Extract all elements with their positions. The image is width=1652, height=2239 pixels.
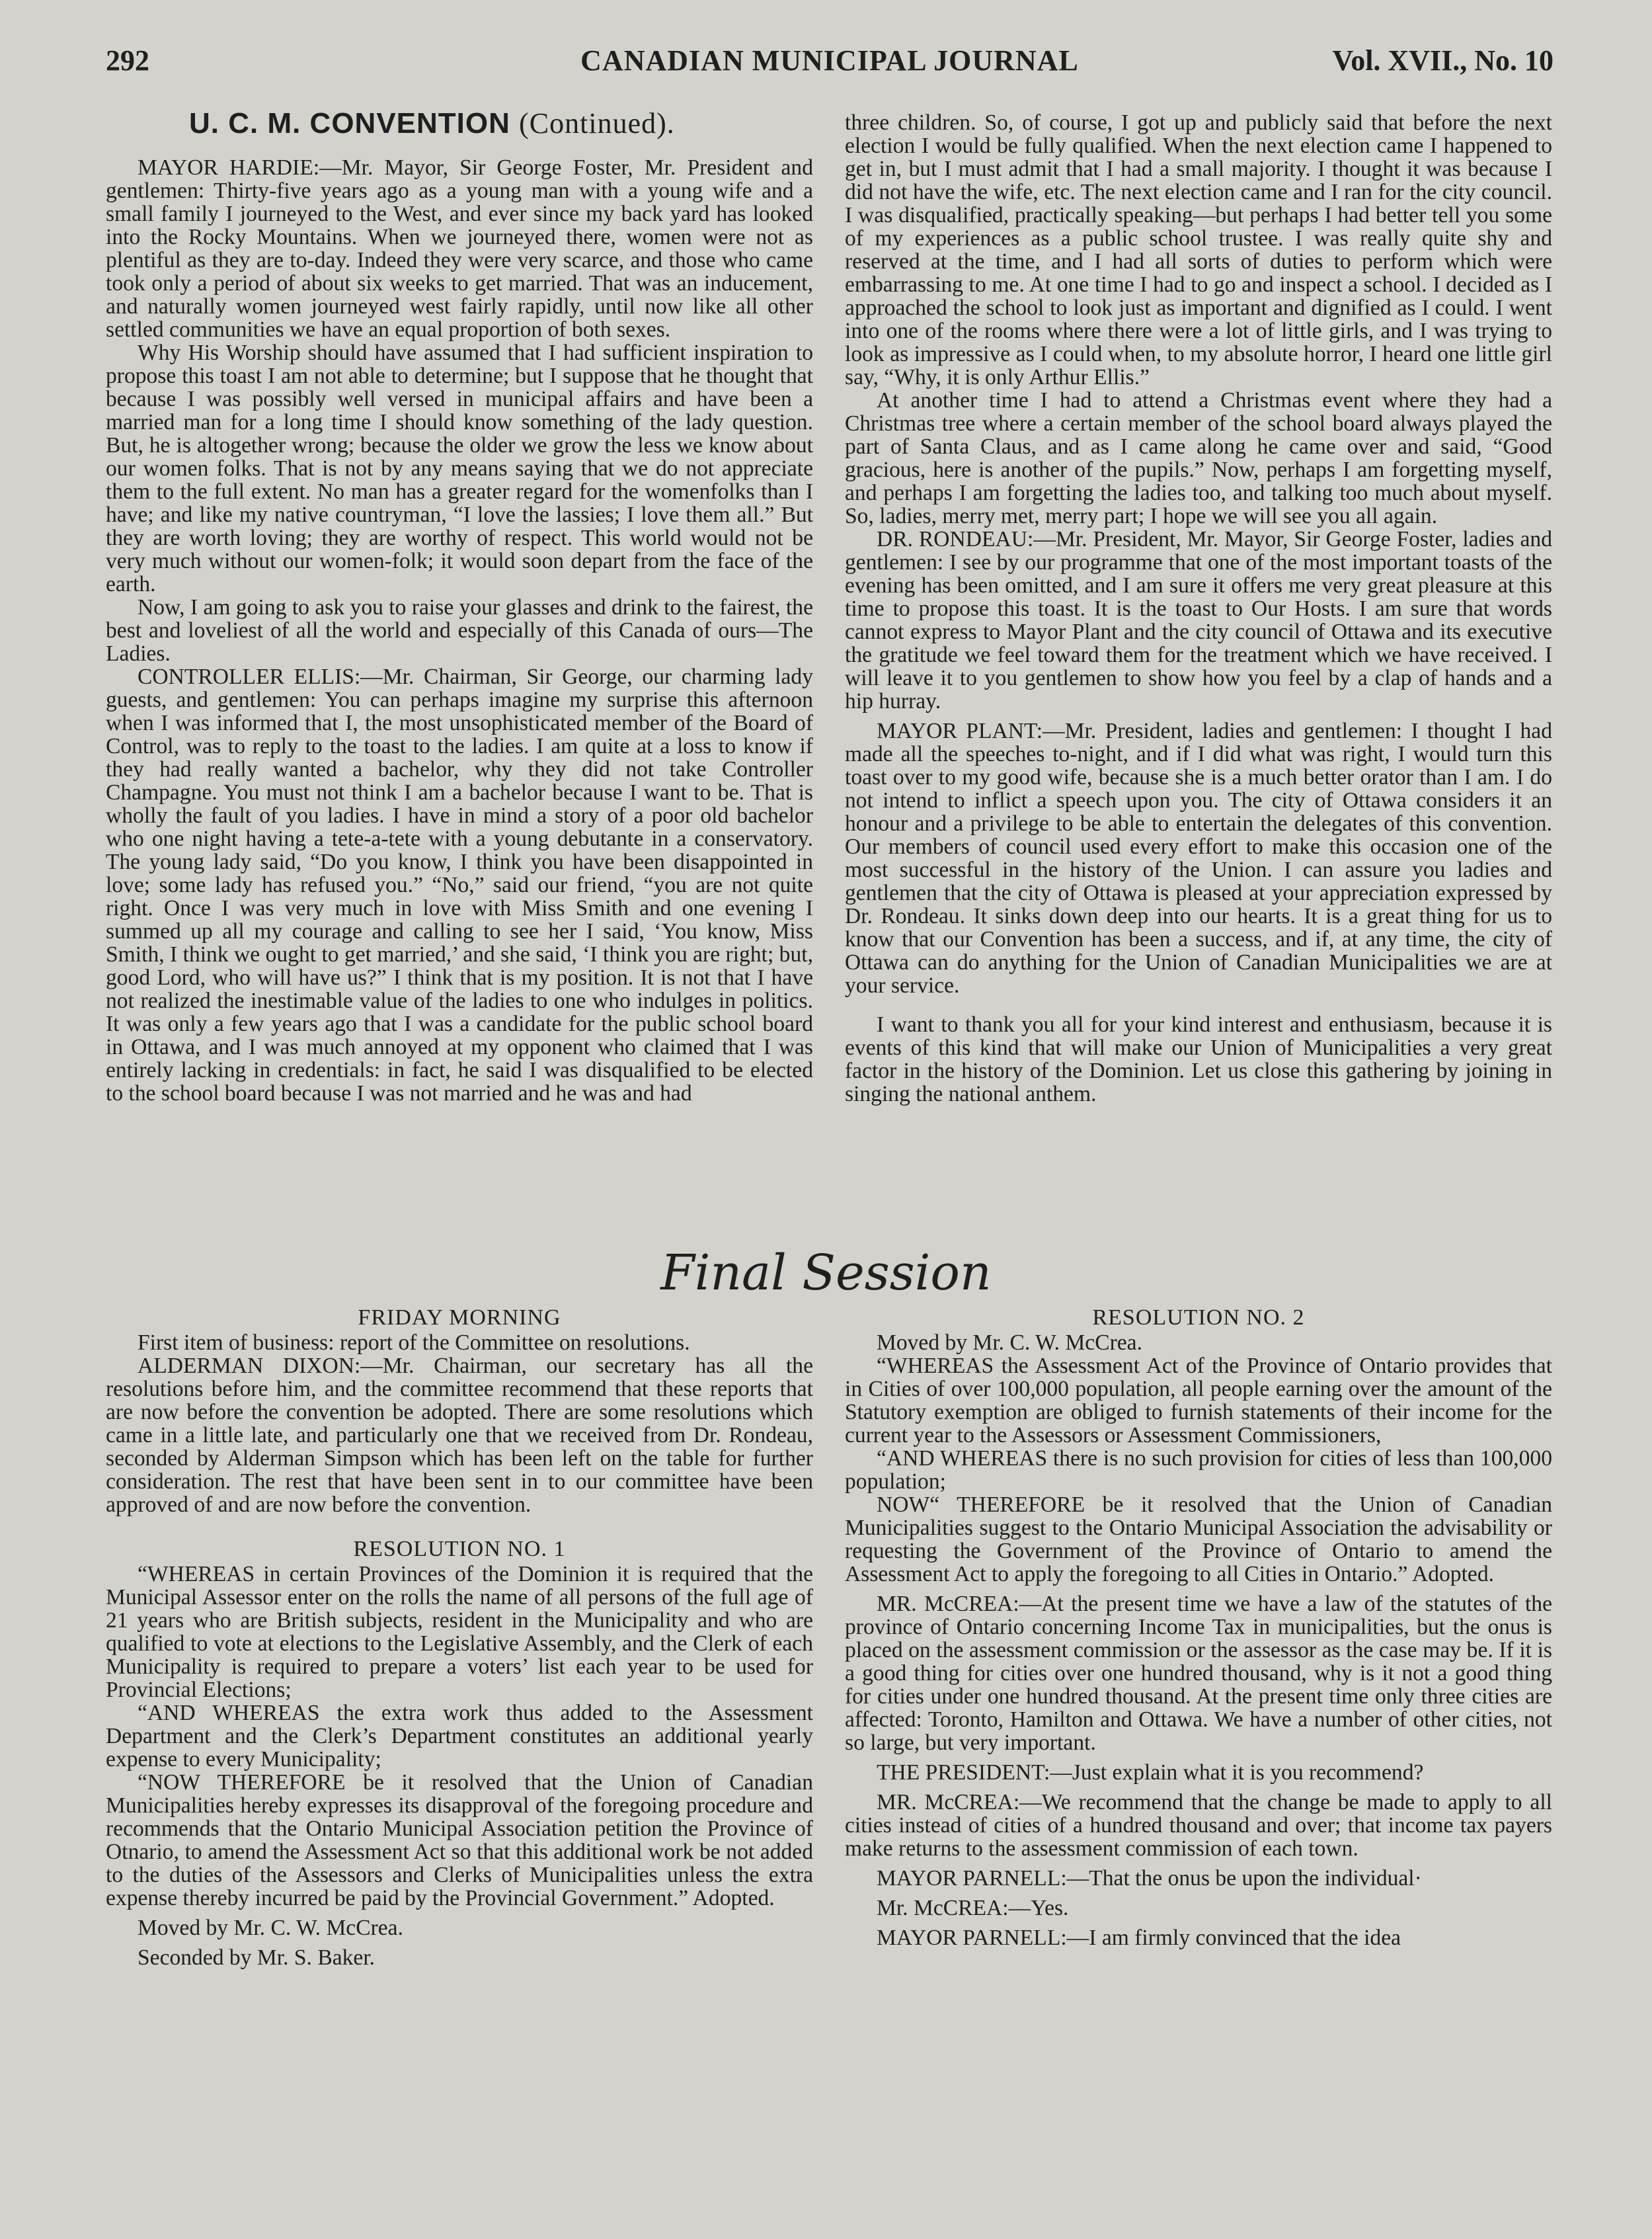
paragraph-parnell-2: MAYOR PARNELL:—I am firmly convinced that the idea [877,1926,1401,1950]
paragraph-hardie-2: Why His Worship should have assumed that I had sufficient inspiration to propose this toast I am not able to determine; but I suppose that he thought that because I was possibly well versed in municipal affairs and have been a married man for a long time I should know something of the lady question. But, he is altogether wrong; because the older we grow the less we know about our women folks. That is not by any means saying that we do not appreciate them to the full extent. No man has a greater regard for the womenfolks than I have; and like my native countryman, “I love the lassies; I love them all.” But they are worth loving; they are worthy of respect. This world would not be very much without our women-folk; it would soon depart from the face of the earth. [106,341,813,596]
resolution-1-therefore: “NOW THEREFORE be it resolved that the Union of Canadian Municipalities hereby expresses its disapproval of the foregoing procedure and recommends that the Ontario Municipal Association petition the Province of Otnario, to amend the Assessment Act so that this additional work be not added to the duties of the Assessors and Clerks of Municipalities unless the extra expense thereby incurred be paid by the Provincial Government.” Adopted. [106,1770,813,1910]
paragraph-hardie-3: Now, I am going to ask you to raise your glasses and drink to the fairest, the best and loveliest of all the world and especially of this Canada of ours—The Ladies. [106,595,813,666]
resolution-1-moved: Moved by Mr. C. W. McCrea. [138,1916,403,1940]
continued-label: (Continued). [519,107,675,140]
paragraph-ellis-1: CONTROLLER ELLIS:—Mr. Chairman, Sir George, our charming lady guests, and gentlemen: You can perhaps imagine my surprise this afternoon when I was informed that I, the most unsophisticated member of the Board of Control, was to reply to the toast to the ladies. I am quite at a loss to know if they had really wanted a bachelor, why they did not take Controller Champagne. You must not think I am a bachelor because I want to be. That is wholly the fault of you ladies. I have in mind a story of a poor old bachelor who one night having a tete-a-tete with a young debutante in a conservatory. The young lady said, “Do you know, I think you have been disappointed in love; some lady has refused you.” “No,” said our friend, “you are not quite right. Once I was very much in love with Miss Smith and one evening I summed up all my courage and calling to see her I said, ‘You know, Miss Smith, I think we ought to get married,’ and she said, ‘I think you are right; but, good Lord, who will have us?” I think that is my position. It is not that I have not realized the inestimable value of the ladies to one who indulges in politics. It was only a few years ago that I was a candidate for the public school board in Ottawa, and I was much annoyed at my opponent who claimed that I was entirely lacking in credentials: in fact, he said I was disqualified to be elected to the school board because I was not married and he was and had [106,665,813,1106]
section-heading [189,106,813,142]
resolution-1-heading: RESOLUTION NO. 1 [353,1537,566,1561]
paragraph-first-item: First item of business: report of the Committee on resolutions. [138,1330,690,1355]
final-session-title: Final Session [660,1244,992,1301]
resolution-1-and-whereas: “AND WHEREAS the extra work thus added to the Assessment Department and the Clerk’s Department constitutes an additional yearly expense to every Municipality; [106,1701,813,1771]
paragraph-hardie-1: MAYOR HARDIE:—Mr. Mayor, Sir George Foster, Mr. President and gentlemen: Thirty-five years ago as a young man with a young wife and a small family I journeyed to the West, and ever since my back yard has looked into the Rocky Mountains. When we journeyed there, women were not as plentiful as they are to-day. Indeed they were very scarce, and those who came took only a period of about six weeks to get married. That was an inducement, and naturally women journeyed west fairly rapidly, until now like all other settled communities we have an equal proportion of both sexes. [106,155,813,342]
journal-title: CANADIAN MUNICIPAL JOURNAL [580,44,1079,77]
paragraph-president: THE PRESIDENT:—Just explain what it is you recommend? [877,1760,1424,1785]
convention-right-column [845,111,1552,1106]
paragraph-dixon: ALDERMAN DIXON:—Mr. Chairman, our secretary has all the resolutions before him, and the committee recommend that these reports that are now before the convention be adopted. There are some resolutions which came in a little late, and particularly one that we received from Dr. Rondeau, seconded by Alderman Simpson which has been left on the table for further consideration. The rest that have been sent in to our committee have been approved of and are now before the convention. [106,1354,813,1517]
resolution-2-heading: RESOLUTION NO. 2 [1092,1305,1305,1330]
convention-title: U. C. M. CONVENTION [189,107,510,140]
paragraph-ellis-3: At another time I had to attend a Christmas event where they had a Christmas tree where a certain member of the school board always played the part of Santa Claus, and as I came along he came over and said, “Good gracious, here is another of the pupils.” Now, perhaps I am forgetting myself, and perhaps I am forgetting the ladies too, and talking too much about myself. So, ladies, merry met, merry part; I hope we will see you all again. [845,388,1552,528]
paragraph-mccrea-3: Mr. McCREA:—Yes. [877,1896,1069,1920]
paragraph-plant: MAYOR PLANT:—Mr. President, ladies and gentlemen: I thought I had made all the speeches to-night, and if I did what was right, I would turn this toast over to my good wife, because she is a much better orator than I am. I do not intend to inflict a speech upon you. The city of Ottawa considers it an honour and a privilege to be able to entertain the delegates of this convention. Our members of council used every effort to make this occasion one of the most successful in the history of the Union. I can assure you ladies and gentlemen that the city of Ottawa is pleased at your appreciation expressed by Dr. Rondeau. It sinks down deep into our hearts. It is a great thing for us to know that our Convention has been a success, and if, at any time, the city of Ottawa can do anything for the Union of Canadian Municipalities we are at your service. [845,719,1552,998]
paragraph-mccrea-1: MR. McCREA:—At the present time we have a law of the statutes of the province of Ontario concerning Income Tax in municipalities, but the onus is placed on the assessment commission or the assessor as the case may be. If it is a good thing for cities over one hundred thousand, why is it not a good thing for cities under one hundred thousand. At the present time only three cities are affected: Toronto, Hamilton and Ottawa. We have a number of other cities, not so large, but very important. [845,1592,1552,1755]
page-number: 292 [106,44,149,77]
resolution-2-therefore: NOW“ THEREFORE be it resolved that the Union of Canadian Municipalities suggest to the Ontario Municipal Association the advisability or requesting the Government of the Province of Ontario to amend the Assessment Act to apply the foregoing to all Cities in Ontario.” Adopted. [845,1492,1552,1586]
final-session-left-column [106,1305,813,1969]
paragraph-plant-closing: I want to thank you all for your kind interest and enthusiasm, because it is events of this kind that will make our Union of Municipalities a very great factor in the history of the Dominion. Let us close this gathering by joining in singing the national anthem. [845,1012,1552,1106]
running-head [106,41,1554,81]
resolution-2-whereas: “WHEREAS the Assessment Act of the Province of Ontario provides that in Cities of over 100,000 population, all people earning over the amount of the Statutory exemption are obliged to furnish statements of their income for the current year to the Assessors or Assessment Commissioners, [845,1354,1552,1447]
paragraph-parnell-1: MAYOR PARNELL:—That the onus be upon the individual· [877,1866,1422,1891]
paragraph-rondeau: DR. RONDEAU:—Mr. President, Mr. Mayor, Sir George Foster, ladies and gentlemen: I see by our programme that one of the most important toasts of the evening has been omitted, and I am sure it offers me very great pleasure at this time to propose this toast. It is the toast to Our Hosts. I am sure that words cannot express to Mayor Plant and the city council of Ottawa and its executive the gratitude we feel toward them for the treatment which we have received. I will leave it to you gentlemen to show how you feel by a clap of hands and a hip hurray. [845,527,1552,713]
final-session-right-column [845,1305,1552,1949]
volume-number: Vol. XVII., No. 10 [1332,44,1554,77]
paragraph-mccrea-2: MR. McCREA:—We recommend that the change be made to apply to all cities instead of cities of a hundred thousand and over; that income tax payers make returns to the assessment commission of each town. [845,1790,1552,1861]
convention-left-column [106,106,813,1105]
paragraph-ellis-2: three children. So, of course, I got up and publicly said that before the next election I would be fully qualified. When the next election came I happened to get in, but I must admit that I had a small majority. I thought it was because I did not have the wife, etc. The next election came and I ran for the city council. I was disqualified, practically speaking—but perhaps I had better tell you some of my experiences as a public school trustee. I was really quite shy and reserved at the time, and I had all sorts of duties to perform which were embarrassing to me. At one time I had to go and inspect a school. I decided as I approached the school to look just as important and dignified as I could. I went into one of the rooms where there were a lot of little girls, and I was trying to look as impressive as I could when, to my absolute horror, I heard one little girl say, “Why, it is only Arthur Ellis.” [845,110,1552,389]
resolution-1-seconded: Seconded by Mr. S. Baker. [138,1945,375,1970]
resolution-2-moved: Moved by Mr. C. W. McCrea. [877,1330,1142,1355]
friday-morning-subhead: FRIDAY MORNING [358,1305,561,1330]
resolution-2-and-whereas: “AND WHEREAS there is no such provision for cities of less than 100,000 population; [845,1446,1552,1494]
resolution-1-whereas: “WHEREAS in certain Provinces of the Dominion it is required that the Municipal Assessor enter on the rolls the name of all persons of the full age of 21 years who are British subjects, resident in the Municipality and who are qualified to vote at elections to the Legislative Assembly, and the Clerk of each Municipality is required to prepare a voters’ list each year to be used for Provincial Elections; [106,1562,813,1702]
